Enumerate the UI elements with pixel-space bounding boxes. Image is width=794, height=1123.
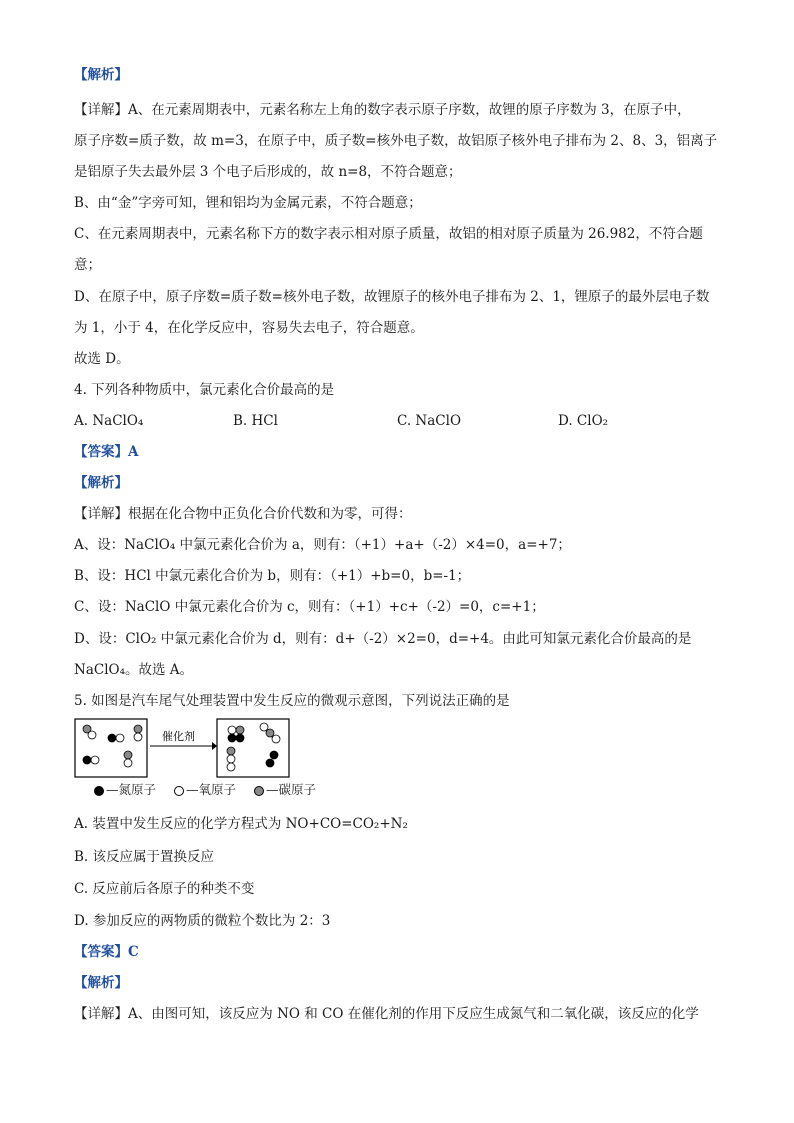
q4-option-b: B. HCl bbox=[233, 413, 278, 429]
text-line: 【详解】A、由图可知，该反应为 NO 和 CO 在催化剂的作用下反应生成氮气和二氧化碳，该反应的化学 bbox=[74, 1006, 699, 1022]
q5-option-a: A. 装置中发生反应的化学方程式为 NO+CO=CO₂+N₂ bbox=[74, 816, 408, 832]
diagram-legend bbox=[88, 782, 316, 798]
nitrogen-atom-icon bbox=[94, 786, 104, 796]
text-line: 原子序数=质子数，故 m=3，在原子中，质子数=核外电子数，故铝原子核外电子排布为 2、8、3，铝离子 bbox=[74, 133, 718, 149]
question-5-stem: 5. 如图是汽车尾气处理装置中发生反应的微观示意图，下列说法正确的是 bbox=[74, 693, 510, 709]
oxygen-atom-icon bbox=[174, 786, 184, 796]
reaction-diagram bbox=[74, 718, 334, 780]
text-line: A、设：NaClO₄ 中氯元素化合价为 a，则有：（+1）+a+（-2）×4=0，a=+7； bbox=[74, 537, 571, 553]
question-4-stem: 4. 下列各种物质中，氯元素化合价最高的是 bbox=[74, 382, 335, 398]
q4-option-d: D. ClO₂ bbox=[558, 413, 609, 429]
legend-oxygen: —氧原子 bbox=[186, 782, 237, 797]
q5-option-d: D. 参加反应的两物质的微粒个数比为 2：3 bbox=[74, 913, 331, 929]
text-line: C、在元素周期表中，元素名称下方的数字表示相对原子质量，故铝的相对原子质量为 26.982，不符合题 bbox=[74, 226, 703, 242]
text-line: NaClO₄。故选 A。 bbox=[74, 662, 194, 678]
q5-option-b: B. 该反应属于置换反应 bbox=[74, 849, 215, 865]
legend-carbon: —碳原子 bbox=[266, 782, 317, 797]
analysis-heading: 【解析】 bbox=[74, 67, 128, 83]
text-line: D、在原子中，原子序数=质子数=核外电子数，故锂原子的核外电子排布为 2、1，锂原子的最外层电子数 bbox=[74, 289, 710, 305]
catalyst-label: 催化剂 bbox=[162, 730, 195, 743]
arrow-head bbox=[212, 742, 217, 750]
text-line: 【详解】A、在元素周期表中，元素名称左上角的数字表示原子序数，故锂的原子序数为 3，在原子中， bbox=[74, 102, 691, 118]
text-line: 为 1，小于 4，在化学反应中，容易失去电子，符合题意。 bbox=[74, 320, 424, 336]
text-line: D、设：ClO₂ 中氯元素化合价为 d，则有：d+（-2）×2=0，d=+4。由此可知氯元素化合价最高的是 bbox=[74, 631, 692, 647]
analysis-heading: 【解析】 bbox=[74, 475, 128, 491]
answer-heading: 【答案】A bbox=[74, 444, 139, 460]
text-line: 【详解】根据在化合物中正负化合价代数和为零，可得： bbox=[74, 506, 412, 522]
carbon-atom-icon bbox=[254, 786, 264, 796]
q4-option-c: C. NaClO bbox=[397, 413, 462, 429]
q4-option-a: A. NaClO₄ bbox=[74, 413, 144, 429]
q5-option-c: C. 反应前后各原子的种类不变 bbox=[74, 881, 255, 897]
text-line: 意； bbox=[74, 257, 101, 273]
answer-heading: 【答案】C bbox=[74, 944, 139, 960]
text-line: C、设：NaClO 中氯元素化合价为 c，则有：（+1）+c+（-2）=0，c=+1； bbox=[74, 599, 545, 615]
text-line: B、设：HCl 中氯元素化合价为 b，则有：（+1）+b=0，b=-1； bbox=[74, 568, 471, 584]
analysis-heading: 【解析】 bbox=[74, 975, 128, 991]
text-line: B、由“金”字旁可知，锂和铝均为金属元素，不符合题意； bbox=[74, 195, 422, 211]
text-line: 故选 D。 bbox=[74, 351, 130, 367]
legend-nitrogen: —氮原子 bbox=[106, 782, 157, 797]
text-line: 是铝原子失去最外层 3 个电子后形成的，故 n=8，不符合题意； bbox=[74, 164, 462, 180]
